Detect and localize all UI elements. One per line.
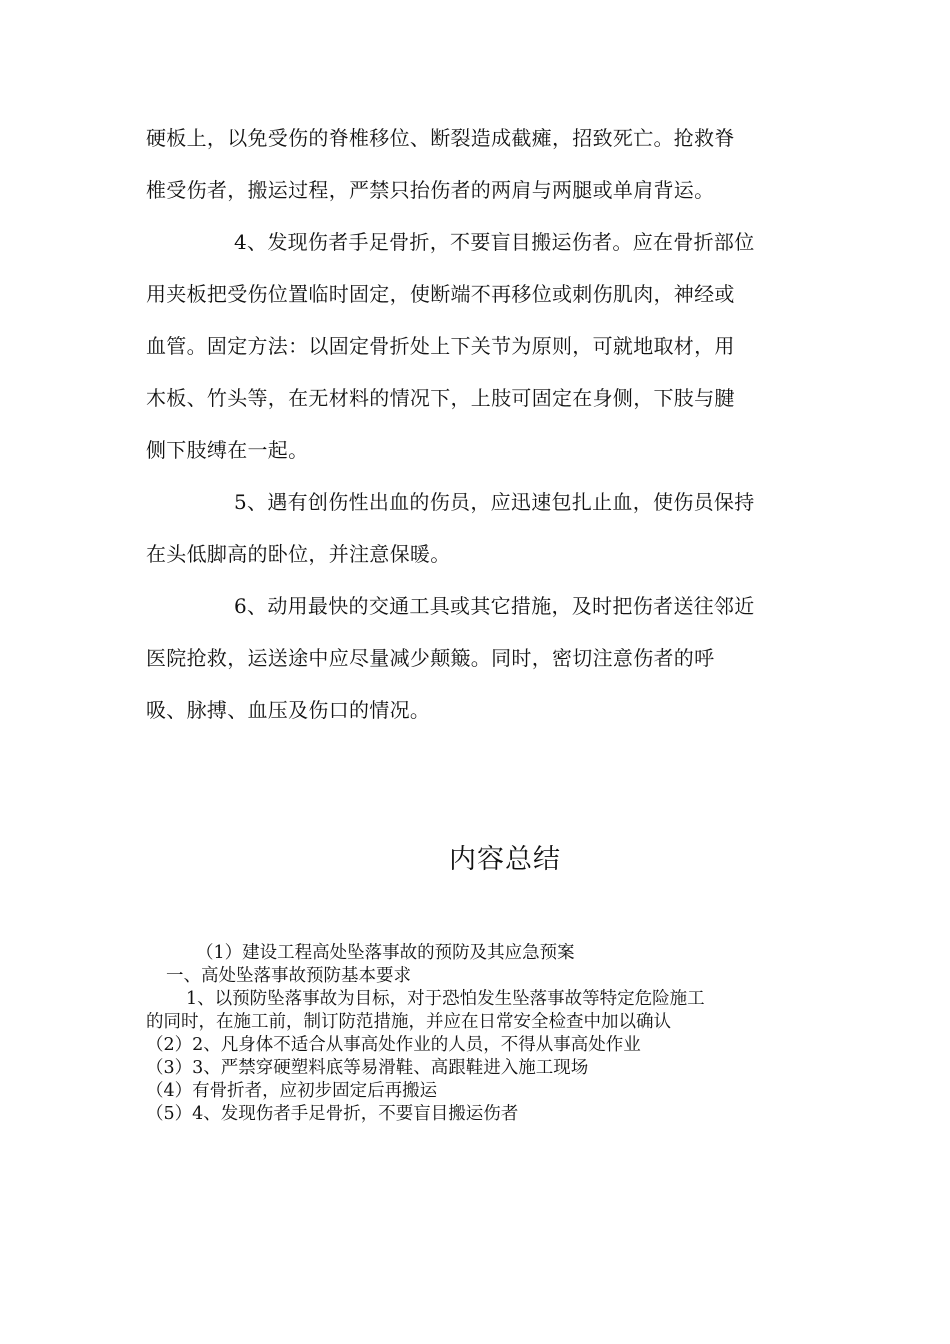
- summary-line: 1、以预防坠落事故为目标，对于恐怕发生坠落事故等特定危险施工: [186, 989, 705, 1009]
- summary-line: （3）3、严禁穿硬塑料底等易滑鞋、高跟鞋进入施工现场: [146, 1058, 589, 1078]
- summary-line: （5）4、发现伤者手足骨折，不要盲目搬运伤者: [146, 1104, 519, 1124]
- body-line: 血管。固定方法：以固定骨折处上下关节为原则，可就地取材，用: [146, 334, 735, 358]
- summary-section: [146, 942, 826, 1126]
- body-line: 6、动用最快的交通工具或其它措施，及时把伤者送往邻近: [234, 594, 755, 618]
- summary-line: （1）建设工程高处坠落事故的预防及其应急预案: [196, 943, 575, 963]
- summary-line: 一、高处坠落事故预防基本要求: [166, 966, 411, 986]
- body-line: 用夹板把受伤位置临时固定，使断端不再移位或刺伤肌肉，神经或: [146, 282, 735, 306]
- body-line: 木板、竹头等，在无材料的情况下，上肢可固定在身侧，下肢与腱: [146, 386, 735, 410]
- body-line: 侧下肢缚在一起。: [146, 438, 309, 462]
- body-line: 4、发现伤者手足骨折，不要盲目搬运伤者。应在骨折部位: [234, 230, 755, 254]
- summary-line: （4）有骨折者，应初步固定后再搬运: [146, 1081, 438, 1101]
- body-line: 在头低脚高的卧位，并注意保暖。: [146, 542, 451, 566]
- body-text: [146, 112, 816, 736]
- summary-title: 内容总结: [449, 844, 561, 875]
- body-line: 硬板上，以免受伤的脊椎移位、断裂造成截瘫，招致死亡。抢救脊: [146, 126, 735, 150]
- body-line: 5、遇有创伤性出血的伤员，应迅速包扎止血，使伤员保持: [234, 490, 755, 514]
- body-line: 医院抢救，运送途中应尽量减少颠簸。同时，密切注意伤者的呼: [146, 646, 715, 670]
- body-line: 椎受伤者，搬运过程，严禁只抬伤者的两肩与两腿或单肩背运。: [146, 178, 715, 202]
- summary-line: 的同时，在施工前，制订防范措施，并应在日常安全检查中加以确认: [146, 1012, 671, 1032]
- summary-line: （2）2、凡身体不适合从事高处作业的人员，不得从事高处作业: [146, 1035, 641, 1055]
- body-line: 吸、脉搏、血压及伤口的情况。: [146, 698, 431, 722]
